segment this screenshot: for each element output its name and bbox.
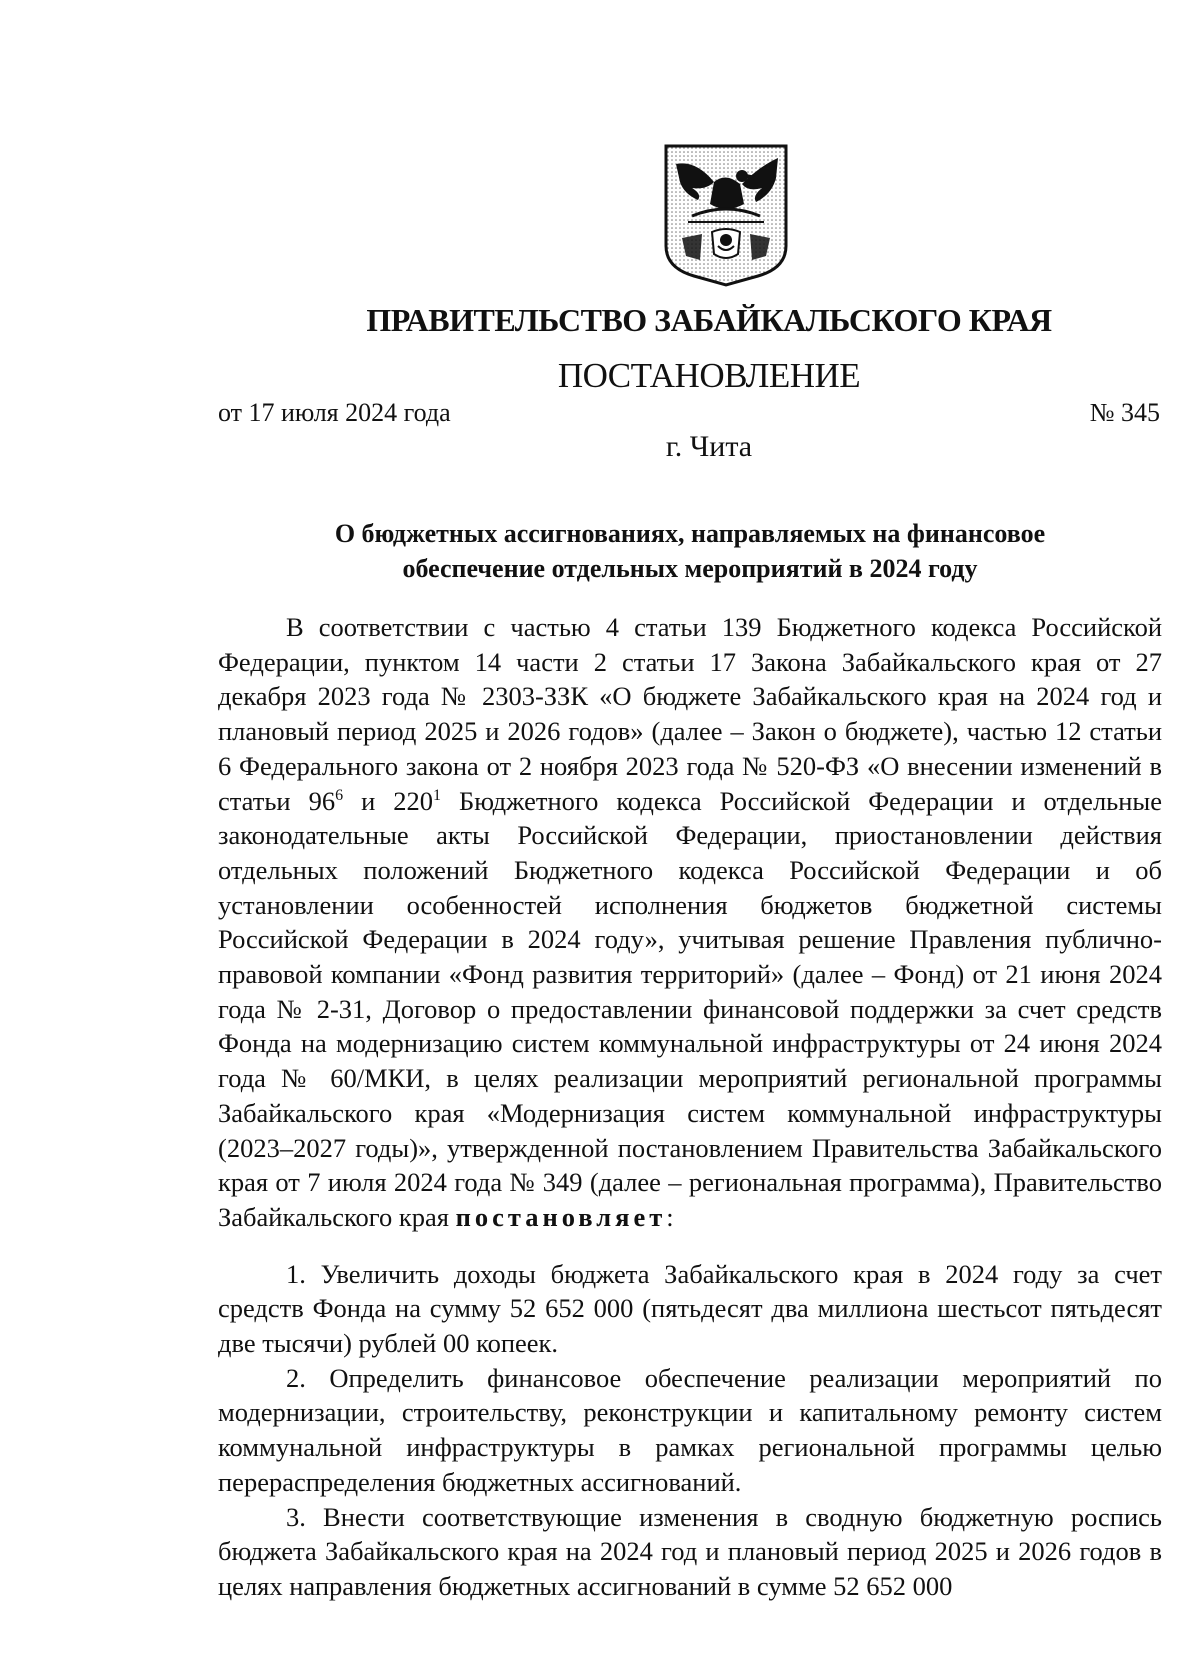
document-date: от 17 июля 2024 года bbox=[218, 398, 451, 427]
preamble-part-2: и 220 bbox=[343, 785, 434, 816]
document-subject bbox=[218, 516, 1162, 586]
preamble-paragraph bbox=[218, 610, 1162, 1235]
document-body bbox=[218, 610, 1162, 1604]
subject-line-2: обеспечение отдельных мероприятий в 2024 году bbox=[402, 554, 978, 583]
superscript-1: 6 bbox=[335, 786, 344, 804]
list-item-2: 2. Определить финансовое обеспечение реализации мероприятий по модернизации, строительству, реконструкции и капитальному ремонту систем коммунальной инфраструктуры в рамках региональной программы целью перераспределения бюджетных ассигнований. bbox=[218, 1362, 1162, 1497]
document-number: № 345 bbox=[1089, 398, 1160, 427]
list-item-1: 1. Увеличить доходы бюджета Забайкальского края в 2024 году за счет средств Фонда на сумму 52 652 000 (пятьдесят два миллиона шестьсот пятьдесят две тысячи) рублей 00 копеек. bbox=[218, 1258, 1162, 1359]
subject-line-1: О бюджетных ассигнованиях, направляемых на финансовое bbox=[334, 519, 1046, 548]
decree-word: постановляет bbox=[455, 1201, 667, 1232]
government-name: ПРАВИТЕЛЬСТВО ЗАБАЙКАЛЬСКОГО КРАЯ bbox=[366, 302, 1052, 338]
superscript-2: 1 bbox=[433, 786, 442, 804]
preamble-part-3: Бюджетного кодекса Российской Федерации и отдельные законодательные акты Российской Федерации, приостановлении действия отдельных положений Бюджетного кодекса Российской Федерации и об установлении особенностей исполнения бюджетов бюджетной системы Российской Федерации в 2024 году», учитывая решение Правления публично-правовой компании «Фонд развития территорий» (далее – Фонд) от 21 июня 2024 года № 2-31, Договор о предоставлении финансовой поддержки за счет средств Фонда на модернизацию систем коммунальной инфраструктуры от 24 июня 2024 года № 60/МКИ, в целях реализации мероприятий региональной программы Забайкальского края «Модернизация систем коммунальной инфраструктуры (2023–2027 годы)», утвержденной постановлением Правительства Забайкальского края от 7 июля 2024 года № 349 (далее – региональная программа), Правительство Забайкальского края bbox=[218, 785, 1162, 1232]
coat-of-arms-eagle-icon bbox=[662, 142, 790, 288]
preamble-part-1: В соответствии с частью 4 статьи 139 Бюджетного кодекса Российской Федерации, пунктом 14 части 2 статьи 17 Закона Забайкальского края от 27 декабря 2023 года № 2303-ЗЗК «О бюджете Забайкальского края на 2024 год и плановый период 2025 и 2026 годов» (далее – Закон о бюджете), частью 12 статьи 6 Федерального закона от 2 ноября 2023 года № 520-ФЗ «О внесении изменений в статьи 96 bbox=[218, 612, 1162, 816]
list-item-3: 3. Внести соответствующие изменения в сводную бюджетную роспись бюджета Забайкальского края на 2024 год и плановый период 2025 и 2026 годов в целях направления бюджетных ассигнований в сумме 52 652 000 bbox=[218, 1501, 1162, 1601]
document-city: г. Чита bbox=[665, 430, 753, 463]
decree-colon: : bbox=[666, 1201, 674, 1232]
document-type: ПОСТАНОВЛЕНИЕ bbox=[557, 356, 861, 395]
